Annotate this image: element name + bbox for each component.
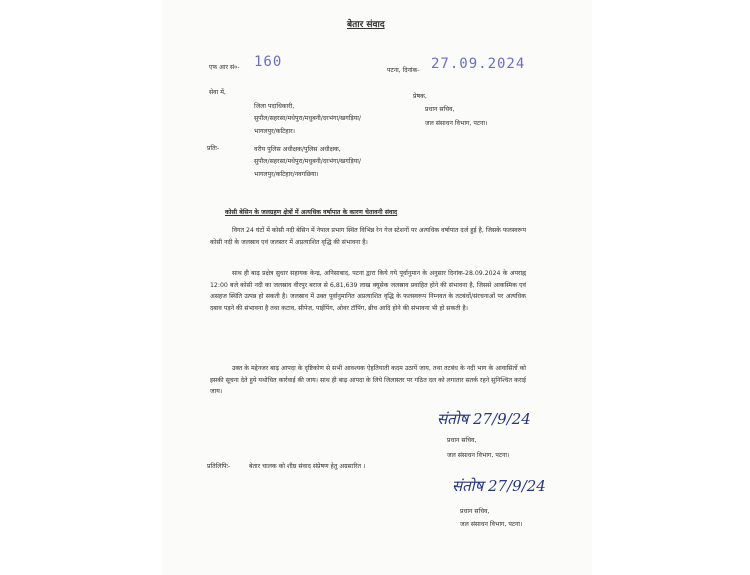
sender-line: जल संसाधन विभाग, पटना। (425, 120, 488, 127)
signature-designation: प्रधान सचिव, (447, 437, 477, 444)
letter-date: 27.09.2024 (431, 56, 526, 72)
copy-line: वरीय पुलिस अधीक्षक/पुलिस अधीक्षक, (254, 146, 341, 153)
copy-to-label: प्रतिलिपिः- (207, 463, 231, 470)
signature-department: जल संसाधन विभाग, पटना। (460, 521, 523, 528)
recipient-line: भागलपुर/कटिहार। (254, 128, 295, 135)
copy-to-text: बेतार चालक को शीघ्र संवाद संप्रेषण हेतु अग्रसारित । (249, 463, 366, 470)
page-title: बेतार संवाद (347, 20, 385, 30)
signature-scribble: संतोष 27/9/24 (437, 410, 531, 428)
signature-department: जल संसाधन विभाग, पटना। (447, 452, 510, 459)
recipient-label: सेवा में, (209, 89, 226, 96)
ref-number: 160 (254, 54, 283, 70)
copy-label: प्रतिः- (207, 145, 220, 152)
sender-line: प्रधान सचिव, (425, 106, 455, 113)
subject-line: कोसी बेसिन के जलग्रहण क्षेत्रों में अत्यधिक वर्षापात के कारण चेतावनी संवाद (225, 209, 398, 216)
copy-line: भागलपुर/कटिहार/नवगछिया। (254, 171, 319, 178)
recipient-line: सुपौल/सहरसा/मधेपुरा/मधुबनी/दरभंगा/खगड़िया/ (254, 115, 361, 122)
place-date-label: पटना, दिनांक- (387, 67, 420, 74)
letter-page (162, 0, 592, 575)
sender-label: प्रेषक, (413, 93, 427, 100)
body-paragraph-2: साथ ही बाढ़ प्रक्षेत्र सुधार सहायक केन्द्र, अनिसाबाद, पटना द्वारा किये गये पूर्वानुमान के अनुसार दिनांक-28.09.2024 के अपराह्न 12:00 बजे कोसी नदी का जलस्राव वीरपुर बराज से 6,81,639 लाख क्यूसेक जलस्राव प्रवाहित होने की संभावना है, जिससे आकस्मिक एवं असहज स्थिति उत्पन्न हो सकती है। जलस्राव में उक्त पूर्वानुमानित अप्रत्याशित वृद्धि के फलस्वरूप निम्नवत के तटबंधों/संरचनाओं पर अत्यधिक दबाव पड़ने की संभावना है तथा कटाव, सीपेज, पाईपिंग, ओवर टॉपिंग, ब्रीच आदि होने की संभावना भी हो सकती है। (210, 270, 526, 312)
recipient-line: जिला पदाधिकारी, (254, 103, 295, 110)
copy-line: सुपौल/सहरसा/मधेपुरा/मधुबनी/दरभंगा/खगड़िया/ (254, 158, 361, 165)
body-paragraph-3: उक्त के मद्देनजर बाढ़ आपदा के दृष्टिकोण से सभी आवश्यक ऐहतियाती कदम उठायें जाय, तथा तटबंध के नदी भाग के आवासितों को इसकी सूचना देते हुये यथोचित कार्रवाई की जाय। साथ ही बाढ़ आपदा के लिये जिलास्तर पर गठित दल को लगातार सतर्क रहने सुनिश्चित कराई जाय। (210, 365, 526, 395)
body-paragraph-1: विगत 24 घंटों में कोसी नदी बेसिन में नेपाल प्रभाग स्थित विभिन्न रेन गेज स्टेशनों पर अत्यधिक वर्षापात दर्ज हुई है, जिसके फलस्वरूप कोसी नदी के जलस्राव एवं जलस्तर में अप्रत्याशित वृद्धि की संभावना है। (210, 227, 526, 246)
ref-prefix: एफ आर सं०- (209, 64, 240, 71)
signature-designation: प्रधान सचिव, (460, 508, 490, 515)
signature-scribble: संतोष 27/9/24 (452, 477, 546, 495)
